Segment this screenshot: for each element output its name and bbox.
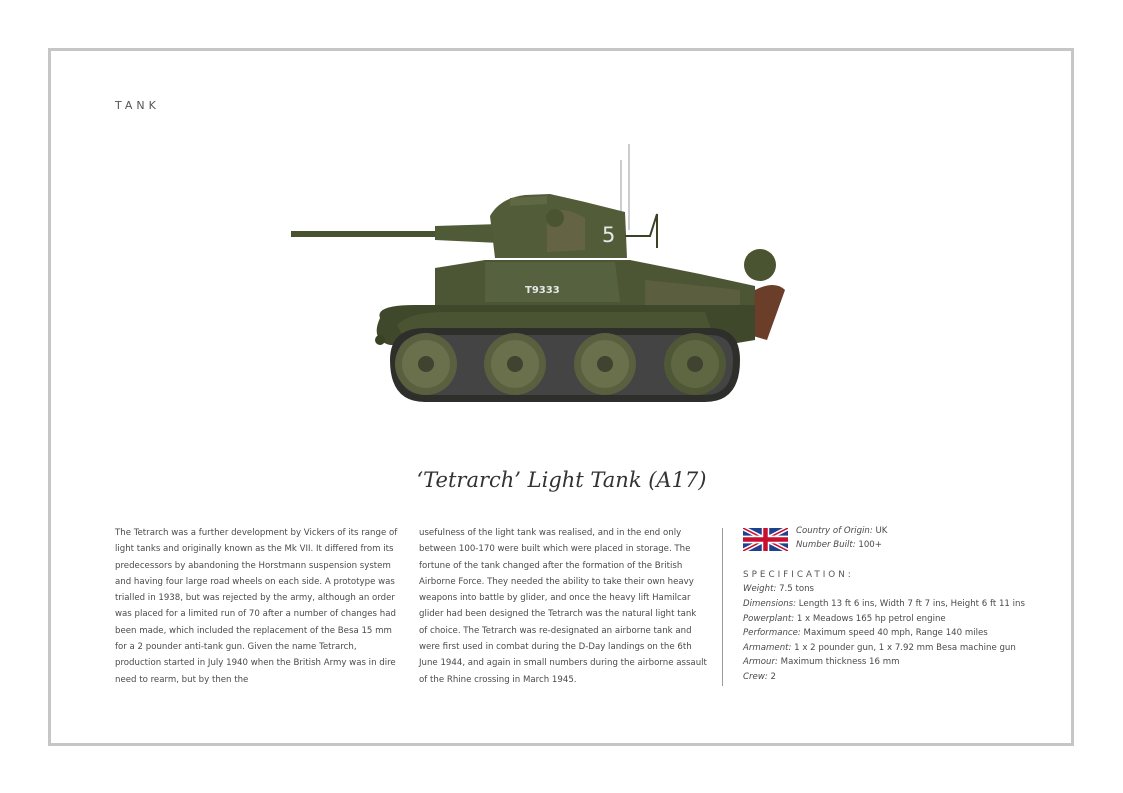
- built-label: Number Built:: [796, 540, 856, 550]
- spec-powerplant: [743, 614, 946, 624]
- description-column-1: The Tetrarch was a further development by Vickers of its range of light tanks and originally known as the Mk VII. It differed from its predecessors by abandoning the Horstmann suspension system and having four large road wheels on each side. A prototype was trialled in 1938, but was rejected by the army, although an order was placed for a limited run of 70 after a number of changes had been made, which included the replacement of the Besa 15 mm for a 2 pounder anti-tank gun. Given the name Tetrarch, production started in July 1940 when the British Army was in dire need to rearm, but by then the: [115, 528, 398, 685]
- country-of-origin: [796, 526, 887, 536]
- country-label: Country of Origin:: [796, 526, 873, 536]
- spec-value: Maximum thickness 16 mm: [780, 657, 900, 667]
- hull-marking: T9333: [525, 285, 560, 296]
- spec-label: Weight:: [743, 584, 777, 594]
- spec-label: Performance:: [743, 628, 801, 638]
- spec-value: 7.5 tons: [779, 584, 815, 594]
- spec-value: 2: [770, 672, 776, 682]
- spec-performance: [743, 628, 988, 638]
- description-column-2: usefulness of the light tank was realised, and in the end only between 100-170 were built which were placed in storage. The fortune of the tank changed after the formation of the British Airborne Force. They needed the ability to take their own heavy weapons into battle by glider, and once the heavy lift Hamilcar glider had been designed the Tetrarch was the natural light tank of choice. The Tetrarch was re-designated an airborne tank and were first used in combat during the D-Day landings on the 6th June 1944, and again in small numbers during the airborne assault of the Rhine crossing in March 1945.: [419, 528, 707, 685]
- spec-value: Length 13 ft 6 ins, Width 7 ft 7 ins, Height 6 ft 11 ins: [798, 599, 1025, 609]
- spec-label: Armour:: [743, 657, 778, 667]
- spec-weight: [743, 584, 814, 594]
- spec-armour: [743, 657, 899, 667]
- union-jack-flag-icon: [743, 528, 788, 551]
- spec-label: Dimensions:: [743, 599, 797, 609]
- spec-armament: [743, 643, 1016, 653]
- spec-value: Maximum speed 40 mph, Range 140 miles: [803, 628, 988, 638]
- spec-label: Crew:: [743, 672, 768, 682]
- spec-label: Armament:: [743, 643, 792, 653]
- spec-dimensions: [743, 599, 1025, 609]
- column-divider: [722, 528, 723, 686]
- country-value: UK: [875, 526, 888, 536]
- spec-value: 1 x 2 pounder gun, 1 x 7.92 mm Besa machine gun: [794, 643, 1016, 653]
- page-title: ‘Tetrarch’ Light Tank (A17): [416, 468, 707, 492]
- number-built: [796, 540, 882, 550]
- spec-value: 1 x Meadows 165 hp petrol engine: [796, 614, 946, 624]
- category-label: TANK: [115, 99, 160, 112]
- specification-heading: SPECIFICATION:: [743, 570, 854, 580]
- built-value: 100+: [858, 540, 882, 550]
- spec-crew: [743, 672, 776, 682]
- spec-label: Powerplant:: [743, 614, 795, 624]
- tank-illustration: [285, 140, 795, 415]
- turret-number: 5: [602, 223, 616, 247]
